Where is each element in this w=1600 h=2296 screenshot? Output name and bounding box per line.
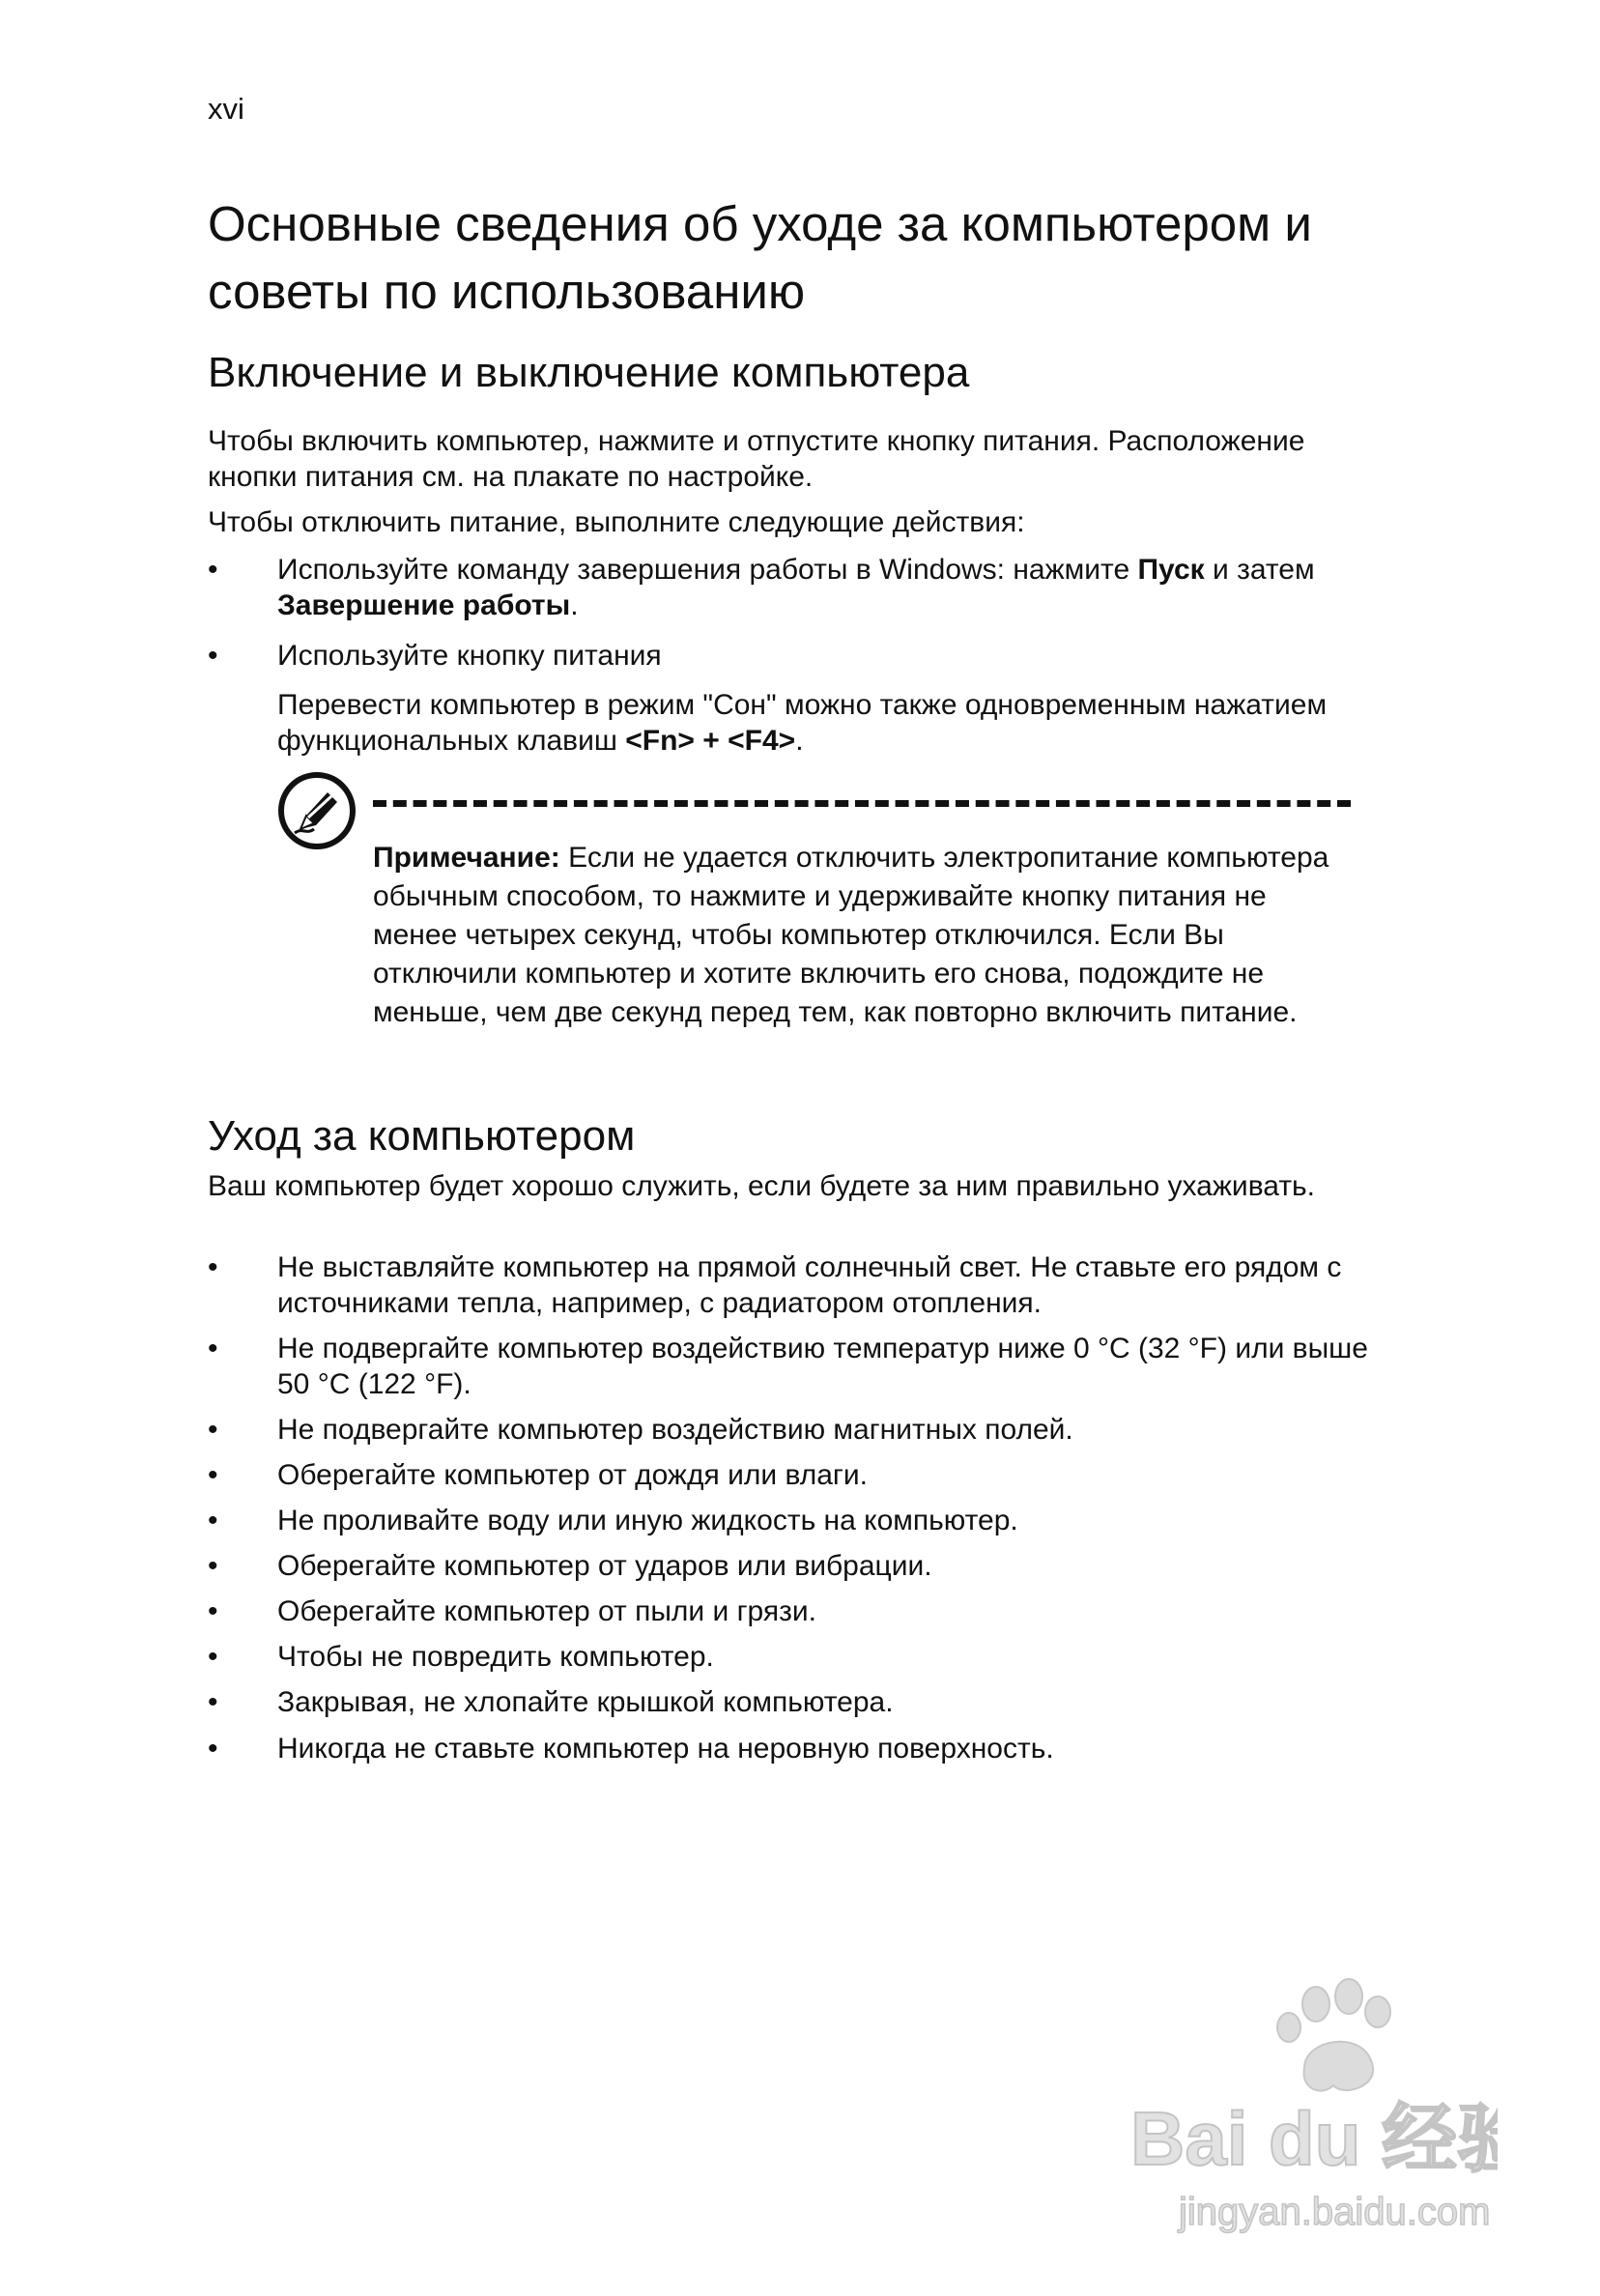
list-item-text: Используйте кнопку питания <box>277 640 662 672</box>
note-pen-icon <box>277 771 357 850</box>
list-item <box>208 1457 1406 1496</box>
list-item-text: Не подвергайте компьютер воздействию магнитных полей. <box>277 1414 1073 1446</box>
page-number: xvi <box>208 92 244 126</box>
note-label: Примечание: <box>373 842 560 874</box>
section-heading-power: Включение и выключение компьютера <box>208 349 970 396</box>
list-item-text: Оберегайте компьютер от ударов или вибрации. <box>277 1550 932 1582</box>
list-item <box>208 1731 1406 1769</box>
bullet-icon: • <box>208 1733 218 1765</box>
bullet-icon: • <box>208 1550 218 1582</box>
bullet-icon: • <box>208 1251 218 1283</box>
watermark-brand: Bai du 经验 <box>1130 2096 1498 2181</box>
bullet-icon: • <box>208 1505 218 1536</box>
list-item <box>208 552 1406 629</box>
shutdown-label: Завершение работы <box>277 589 571 621</box>
baidu-paw-icon <box>1111 1971 1498 2261</box>
list-item <box>208 1593 1406 1632</box>
bullet-icon: • <box>208 1459 218 1491</box>
list-item <box>208 1249 1406 1327</box>
list-item-text: Чтобы не повредить компьютер. <box>277 1641 714 1673</box>
list-item-text: Не проливайте воду или иную жидкость на компьютер. <box>277 1505 1018 1536</box>
list-item-text: Никогда не ставьте компьютер на неровную поверхность. <box>277 1733 1054 1765</box>
sleep-keys: <Fn> + <F4> <box>625 725 796 757</box>
list-item-text: Оберегайте компьютер от пыли и грязи. <box>277 1595 816 1627</box>
list-item <box>208 638 1406 676</box>
power-on-paragraph: Чтобы включить компьютер, нажмите и отпустите кнопку питания. Расположение кнопки питания см. на плакате по настройке. <box>208 425 1305 493</box>
bullet-icon: • <box>208 1595 218 1627</box>
list-item <box>208 1639 1406 1678</box>
bullet-icon: • <box>208 1641 218 1673</box>
section-heading-care: Уход за компьютером <box>208 1112 636 1160</box>
bullet-icon: • <box>208 1414 218 1446</box>
list-item <box>208 1331 1406 1408</box>
list-item <box>208 1412 1406 1450</box>
list-item-text: Закрывая, не хлопайте крышкой компьютера. <box>277 1686 894 1718</box>
bullet-icon: • <box>208 1686 218 1718</box>
note-divider <box>373 800 1351 807</box>
list-item-text: Оберегайте компьютер от дождя или влаги. <box>277 1459 868 1491</box>
power-off-intro: Чтобы отключить питание, выполните следующие действия: <box>208 506 1025 538</box>
watermark-url: jingyan.baidu.com <box>1179 2191 1491 2233</box>
bullet-icon: • <box>208 1333 218 1364</box>
baidu-watermark <box>1111 1971 1498 2261</box>
list-item-text: Используйте команду завершения работы в Windows: нажмите Пуск и затем Завершение работы. <box>277 554 1315 621</box>
sleep-paragraph: Перевести компьютер в режим "Сон" можно также одновременным нажатием функциональных клавиш <Fn> + <F4>. <box>277 689 1328 757</box>
list-item <box>208 1684 1406 1723</box>
list-item-text: Не выставляйте компьютер на прямой солнечный свет. Не ставьте его рядом с источниками тепла, например, с радиатором отопления. <box>277 1251 1342 1319</box>
main-title: Основные сведения об уходе за компьютером и советы по использованию <box>208 196 1312 319</box>
start-menu-label: Пуск <box>1137 554 1205 586</box>
note-text: Примечание: Если не удается отключить электропитание компьютера обычным способом, то нажмите и удерживайте кнопку питания не менее четырех секунд, чтобы компьютер отключился. Если Вы отключили компьютер и хотите включить его снова, подождите не меньше, чем две секунд перед тем, как повторно включить питание. <box>373 842 1329 1028</box>
bullet-icon: • <box>208 640 218 672</box>
list-item <box>208 1503 1406 1541</box>
bullet-icon: • <box>208 554 218 586</box>
care-intro: Ваш компьютер будет хорошо служить, если будете за ним правильно ухаживать. <box>208 1170 1316 1202</box>
list-item-text: Не подвергайте компьютер воздействию температур ниже 0 °C (32 °F) или выше 50 °C (122 °F). <box>277 1333 1368 1400</box>
list-item <box>208 1548 1406 1587</box>
